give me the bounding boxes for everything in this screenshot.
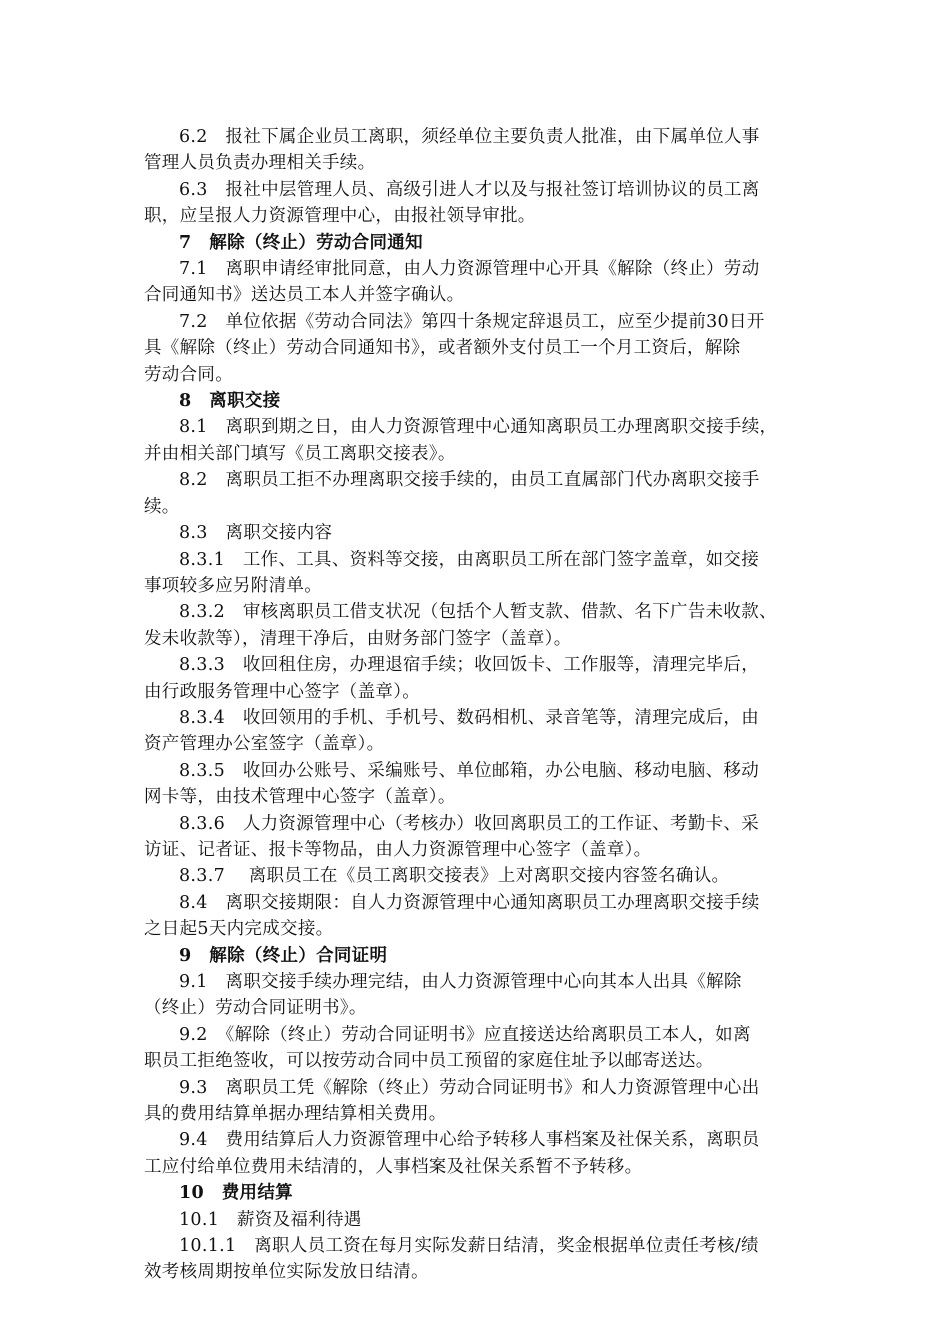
paragraph-line: 事项较多应另附清单。 [144, 575, 322, 596]
clause-paragraph [144, 1022, 809, 1075]
paragraph-line: 合同通知书》送达员工本人并签字确认。 [144, 285, 465, 306]
paragraph-line: 管理人员负责办理相关手续。 [144, 153, 376, 174]
clause-paragraph [144, 652, 809, 705]
paragraph-line: 8.3.2 审核离职员工借支状况（包括个人暂支款、借款、名下广告未收款、 [179, 602, 777, 623]
clause-paragraph [144, 705, 809, 758]
section-heading: 8 离职交接 [179, 391, 281, 412]
paragraph-line: 访证、记者证、报卡等物品，由人力资源管理中心签字（盖章）。 [144, 839, 652, 860]
paragraph-line: 劳动合同。 [144, 364, 233, 385]
paragraph-line: 8.3.3 收回租住房，办理退宿手续；收回饭卡、工作服等，清理完毕后， [179, 655, 760, 676]
clause-paragraph [144, 467, 809, 520]
clause-paragraph [144, 177, 809, 230]
clause-paragraph [144, 969, 809, 1022]
paragraph-line: 7.1 离职申请经审批同意，由人力资源管理中心开具《解除（终止）劳动 [179, 259, 760, 280]
clause-paragraph [144, 811, 809, 864]
paragraph-line: 8.3.1 工作、工具、资料等交接，由离职员工所在部门签字盖章，如交接 [179, 549, 760, 570]
paragraph-line: 9.3 离职员工凭《解除（终止）劳动合同证明书》和人力资源管理中心出 [179, 1077, 760, 1098]
paragraph-line: 10.1.1 离职人员工资在每月实际发薪日结清，奖金根据单位责任考核/绩 [179, 1236, 759, 1257]
paragraph-line: 9.4 费用结算后人力资源管理中心给予转移人事档案及社保关系，离职员 [179, 1130, 760, 1151]
paragraph-line: 6.3 报社中层管理人员、高级引进人才以及与报社签订培训协议的员工离 [179, 179, 760, 200]
paragraph-line: 职员工拒绝签收，可以按劳动合同中员工预留的家庭住址予以邮寄送达。 [144, 1051, 714, 1072]
section-heading: 7 解除（终止）劳动合同通知 [179, 232, 423, 253]
paragraph-line: 8.3.6 人力资源管理中心（考核办）收回离职员工的工作证、考勤卡、采 [179, 813, 760, 834]
clause-paragraph [144, 599, 809, 652]
clause-paragraph [144, 1233, 809, 1286]
clause-paragraph [144, 520, 809, 546]
paragraph-line: 9.1 离职交接手续办理完结，由人力资源管理中心向其本人出具《解除 [179, 972, 742, 992]
clause-paragraph [144, 256, 809, 309]
paragraph-line: 8.3.5 收回办公账号、采编账号、单位邮箱，办公电脑、移动电脑、移动 [179, 760, 760, 781]
paragraph-line: 6.2 报社下属企业员工离职，须经单位主要负责人批准，由下属单位人事 [179, 127, 760, 147]
paragraph-line: 资产管理办公室签字（盖章）。 [144, 734, 385, 755]
clause-paragraph [144, 863, 809, 889]
clause-paragraph [144, 547, 809, 600]
paragraph-line: 8.4 离职交接期限：自人力资源管理中心通知离职员工办理离职交接手续 [179, 892, 760, 913]
clause-paragraph [144, 1075, 809, 1128]
paragraph-line: 具《解除（终止）劳动合同通知书》，或者额外支付员工一个月工资后，解除 [144, 338, 741, 359]
paragraph-line: 具的费用结算单据办理结算相关费用。 [144, 1104, 447, 1125]
document-body [144, 124, 809, 1286]
clause-paragraph [144, 309, 809, 388]
paragraph-line: 8.2 离职员工拒不办理离职交接手续的，由员工直属部门代办离职交接手 [179, 470, 760, 491]
paragraph-line: 职，应呈报人力资源管理中心，由报社领导审批。 [144, 206, 536, 227]
paragraph-line: 效考核周期按单位实际发放日结清。 [144, 1262, 429, 1283]
paragraph-line: （终止）劳动合同证明书》。 [144, 998, 367, 1019]
paragraph-line: 工应付给单位费用未结清的，人事档案及社保关系暂不予转移。 [144, 1156, 643, 1177]
paragraph-line: 8.3.4 收回领用的手机、手机号、数码相机、录音笔等，清理完成后，由 [179, 707, 760, 728]
paragraph-line: 发未收款等），清理干净后，由财务部门签字（盖章）。 [144, 628, 572, 649]
paragraph-line: 并由相关部门填写《员工离职交接表》。 [144, 443, 456, 464]
paragraph-line: 由行政服务管理中心签字（盖章）。 [144, 681, 421, 702]
paragraph-line: 续。 [144, 496, 180, 517]
paragraph-line: 8.3.7 离职员工在《员工离职交接表》上对离职交接内容签名确认。 [179, 866, 730, 887]
paragraph-line: 10.1 薪资及福利待遇 [179, 1209, 362, 1230]
clause-paragraph [144, 1127, 809, 1180]
paragraph-line: 9.2 《解除（终止）劳动合同证明书》应直接送达给离职员工本人，如离 [179, 1024, 751, 1045]
section-heading: 10 费用结算 [179, 1183, 293, 1204]
paragraph-line: 网卡等，由技术管理中心签字（盖章）。 [144, 787, 456, 808]
clause-paragraph [144, 890, 809, 943]
clause-paragraph [144, 758, 809, 811]
clause-paragraph [144, 414, 809, 467]
paragraph-line: 8.1 离职到期之日，由人力资源管理中心通知离职员工办理离职交接手续， [179, 417, 778, 438]
section-heading: 9 解除（终止）合同证明 [179, 945, 388, 966]
paragraph-line: 之日起5天内完成交接。 [144, 919, 334, 940]
clause-paragraph [144, 124, 809, 177]
clause-paragraph [144, 1207, 809, 1233]
paragraph-line: 8.3 离职交接内容 [179, 523, 333, 544]
paragraph-line: 7.2 单位依据《劳动合同法》第四十条规定辞退员工，应至少提前30日开 [179, 311, 765, 332]
